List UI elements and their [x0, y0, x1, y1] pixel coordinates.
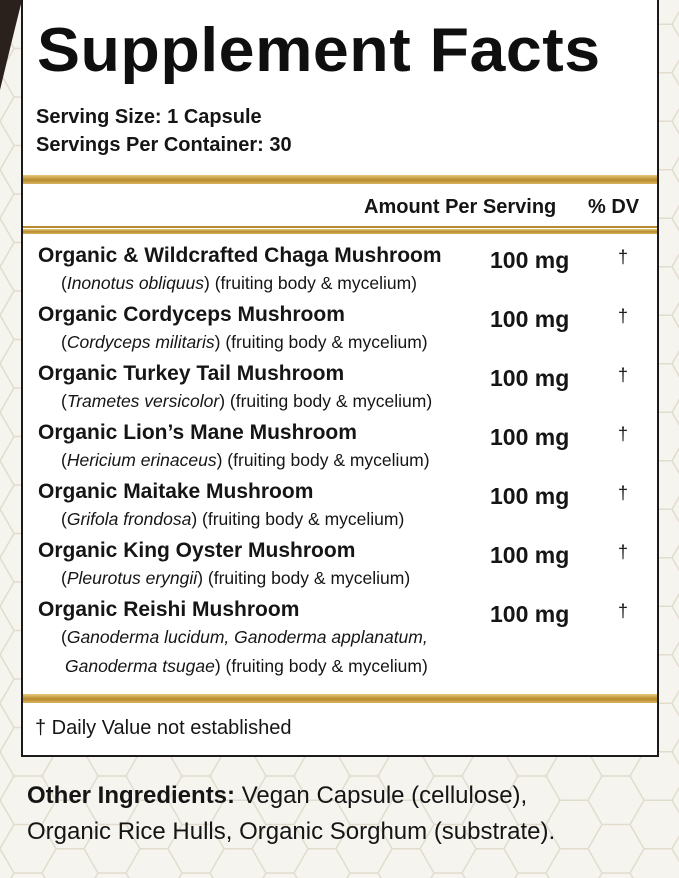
- ingredient-dv: †: [618, 306, 629, 326]
- header-divider: [23, 226, 657, 228]
- daily-value-header: % DV: [588, 196, 640, 218]
- ingredient-amount: 100 mg: [490, 483, 570, 509]
- supplement-facts-panel: [21, 0, 659, 757]
- ingredient-amount: 100 mg: [490, 365, 570, 391]
- other-ingredients-line2: Organic Rice Hulls, Organic Sorghum (substrate).: [27, 818, 556, 845]
- gold-divider-header: [23, 229, 657, 234]
- ingredient-name: Organic & Wildcrafted Chaga Mushroom: [38, 244, 442, 267]
- daily-value-footnote: † Daily Value not established: [35, 717, 292, 739]
- ingredient-dv: †: [618, 601, 629, 621]
- ingredient-amount: 100 mg: [490, 424, 570, 450]
- ingredient-name: Organic Reishi Mushroom: [38, 598, 300, 621]
- ingredient-dv: †: [618, 247, 629, 267]
- ingredient-source: (Inonotus obliquus) (fruiting body & mycelium): [61, 273, 418, 293]
- panel-title: Supplement Facts: [37, 16, 601, 85]
- gold-divider-top: [23, 175, 657, 184]
- ingredient-source: (Ganoderma lucidum, Ganoderma applanatum,: [61, 627, 428, 647]
- gold-divider-bottom: [23, 694, 657, 703]
- ingredient-source: (Hericium erinaceus) (fruiting body & mycelium): [61, 450, 430, 470]
- ingredient-source-continued: Ganoderma tsugae) (fruiting body & mycelium): [65, 656, 428, 676]
- other-ingredients-label: Other Ingredients:: [27, 782, 236, 809]
- ingredient-source: (Pleurotus eryngii) (fruiting body & mycelium): [61, 568, 411, 588]
- other-ingredients-line1: Vegan Capsule (cellulose),: [235, 782, 528, 809]
- ingredient-dv: †: [618, 424, 629, 444]
- ingredient-source: (Grifola frondosa) (fruiting body & mycelium): [61, 509, 405, 529]
- serving-size: Serving Size: 1 Capsule: [36, 106, 262, 128]
- ingredient-amount: 100 mg: [490, 542, 570, 568]
- ingredient-name: Organic Turkey Tail Mushroom: [38, 362, 345, 385]
- ingredient-amount: 100 mg: [490, 601, 570, 627]
- bottle-edge-decoration: [0, 0, 22, 90]
- ingredient-name: Organic Lion’s Mane Mushroom: [38, 421, 357, 444]
- ingredient-dv: †: [618, 365, 629, 385]
- ingredient-dv: †: [618, 483, 629, 503]
- ingredient-amount: 100 mg: [490, 306, 570, 332]
- ingredient-name: Organic Maitake Mushroom: [38, 480, 314, 503]
- ingredient-source: (Cordyceps militaris) (fruiting body & mycelium): [61, 332, 428, 352]
- ingredient-amount: 100 mg: [490, 247, 570, 273]
- ingredient-name: Organic King Oyster Mushroom: [38, 539, 356, 562]
- other-ingredients: [27, 778, 667, 850]
- ingredient-name: Organic Cordyceps Mushroom: [38, 303, 345, 326]
- amount-per-serving-header: Amount Per Serving: [364, 196, 557, 218]
- servings-per-container: Servings Per Container: 30: [36, 134, 292, 156]
- ingredient-source: (Trametes versicolor) (fruiting body & mycelium): [61, 391, 433, 411]
- ingredient-dv: †: [618, 542, 629, 562]
